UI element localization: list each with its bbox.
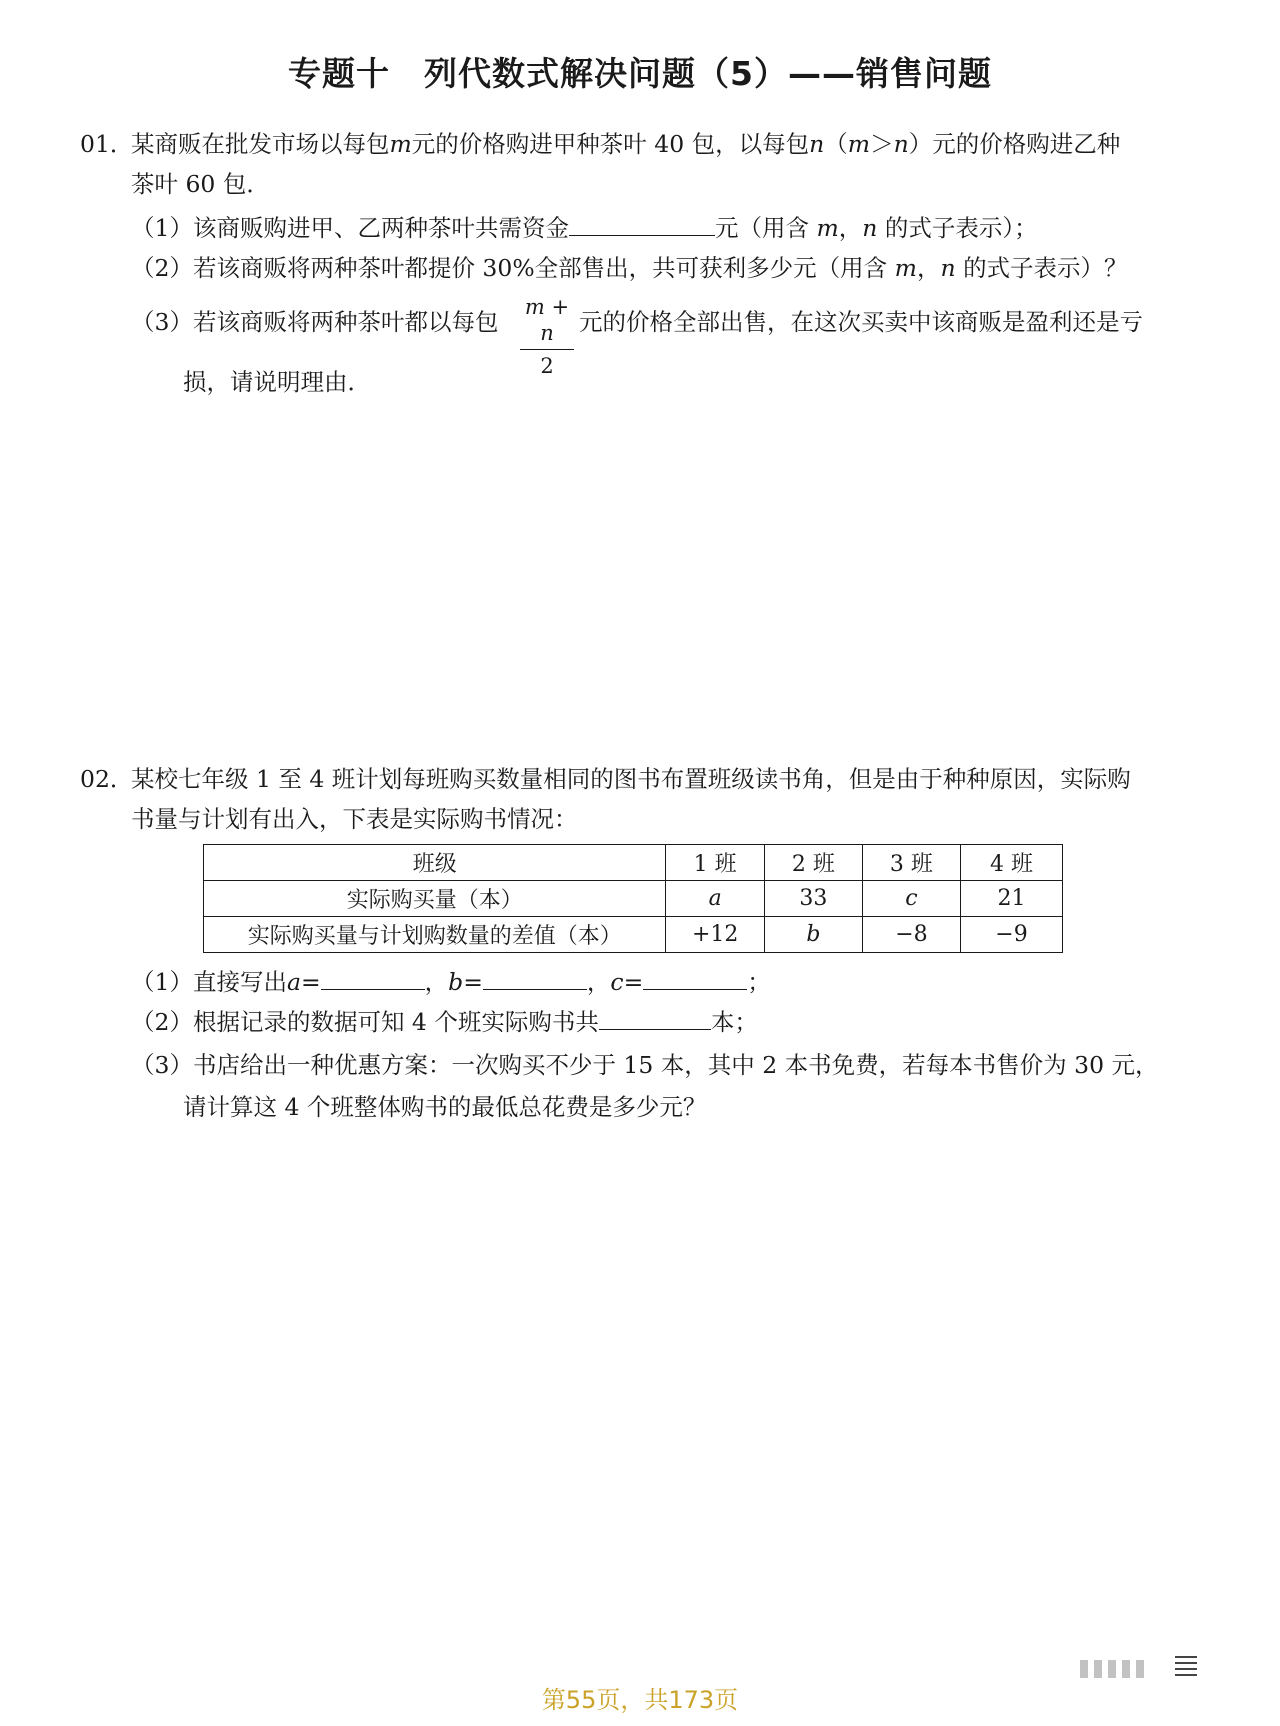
q2-part2-text: （2）根据记录的数据可知 4 个班实际购书共 xyxy=(131,1008,599,1036)
table-cell: 实际购买量与计划购数量的差值（本） xyxy=(204,917,666,953)
answer-blank-b[interactable] xyxy=(483,967,587,990)
q1-part1-text: （1）该商贩购进甲、乙两种茶叶共需资金 xyxy=(131,214,569,242)
fraction-bar xyxy=(520,349,574,350)
q2-part1-text: （1）直接写出 xyxy=(131,968,287,996)
fraction-denominator: 2 xyxy=(540,354,554,378)
table-row xyxy=(204,917,1063,953)
answer-blank-a[interactable] xyxy=(321,967,425,990)
question-1-part-3 xyxy=(131,306,498,338)
table-header-row xyxy=(204,845,1063,881)
var-b: b xyxy=(448,968,464,996)
question-2-stem-line2: 书量与计划有出入，下表是实际购书情况： xyxy=(131,805,578,833)
var-c: c xyxy=(610,968,624,996)
var-a: a xyxy=(286,968,301,996)
question-1-part-2 xyxy=(131,252,1128,284)
answer-blank-c[interactable] xyxy=(643,967,747,990)
table-cell: 33 xyxy=(764,881,862,917)
var-n: n xyxy=(940,254,956,282)
question-2-number: 02． xyxy=(80,765,134,793)
fraction-numerator: m + n xyxy=(524,295,570,345)
q1-part1-text: 的式子表示）； xyxy=(884,214,1038,242)
var-n: n xyxy=(809,130,825,158)
watermark-bars xyxy=(1080,1660,1170,1678)
q2-part2-text: 本； xyxy=(710,1008,758,1036)
table-cell: 21 xyxy=(960,881,1062,917)
var-m: m xyxy=(816,214,839,242)
question-2-part-2 xyxy=(131,1006,758,1038)
q1-part2-text: 的式子表示）？ xyxy=(963,254,1128,282)
var-m: m xyxy=(847,130,871,158)
separator: ， xyxy=(916,254,941,282)
question-2-stem-line1: 某校七年级 1 至 4 班计划每班购买数量相同的图书布置班级读书角，但是由于种种原因，实际购 xyxy=(131,765,1131,793)
greater-than-sign: ＞ xyxy=(870,130,894,158)
var-m: m xyxy=(389,130,412,158)
table-cell: +12 xyxy=(666,917,765,953)
question-1-stem xyxy=(131,128,1120,160)
question-1-part-3-cont: 元的价格全部出售，在这次买卖中该商贩是盈利还是亏 xyxy=(579,308,1143,336)
table-header-cell: 班级 xyxy=(204,845,666,881)
table-cell: −9 xyxy=(960,917,1062,953)
separator: ， xyxy=(586,968,611,996)
question-2-part-3-line2: 请计算这 4 个班整体购书的最低总花费是多少元？ xyxy=(183,1093,707,1121)
answer-blank-total[interactable] xyxy=(599,1007,711,1030)
purchase-table xyxy=(203,844,1063,953)
question-2-part-3-line1: （3）书店给出一种优惠方案：一次购买不少于 15 本，其中 2 本书免费，若每本书售价为 30 元， xyxy=(131,1051,1159,1079)
q1-stem-part: 元的价格购进甲种茶叶 40 包，以每包 xyxy=(411,130,810,158)
page-title: 专题十 列代数式解决问题（5）——销售问题 xyxy=(288,54,992,93)
var-n: n xyxy=(862,214,878,242)
equals-sign: = xyxy=(463,968,483,996)
q1-stem-part: （ xyxy=(824,130,848,158)
table-cell: c xyxy=(862,881,960,917)
question-1-part-1 xyxy=(131,212,1038,244)
table-row xyxy=(204,881,1063,917)
q1-stem-part: 某商贩在批发市场以每包 xyxy=(131,130,390,158)
page-footer: 第55页，共173页 xyxy=(541,1686,739,1714)
equals-sign: = xyxy=(300,968,321,996)
separator: ， xyxy=(838,214,863,242)
table-header-cell: 4 班 xyxy=(960,845,1062,881)
table-cell: 实际购买量（本） xyxy=(204,881,666,917)
table-header-cell: 1 班 xyxy=(666,845,765,881)
q1-part1-text: 元（用含 xyxy=(714,214,809,242)
question-2-part-1 xyxy=(131,966,771,998)
menu-icon[interactable] xyxy=(1175,1652,1197,1680)
var-m: m xyxy=(894,254,917,282)
table-header-cell: 2 班 xyxy=(764,845,862,881)
question-1-stem-line2: 茶叶 60 包． xyxy=(131,170,270,198)
var-n: n xyxy=(893,130,909,158)
answer-blank[interactable] xyxy=(569,213,715,236)
table-cell: a xyxy=(666,881,765,917)
q1-stem-part: ）元的价格购进乙种 xyxy=(908,130,1121,158)
q1-part2-text: （2）若该商贩将两种茶叶都提价 30%全部售出，共可获利多少元（用含 xyxy=(131,254,888,282)
table-cell: −8 xyxy=(862,917,960,953)
q1-part3-text: （3）若该商贩将两种茶叶都以每包 xyxy=(131,308,499,336)
question-1-number: 01． xyxy=(80,130,134,158)
equals-sign: = xyxy=(623,968,644,996)
table-header-cell: 3 班 xyxy=(862,845,960,881)
question-1-part-3-line2: 损，请说明理由． xyxy=(183,368,371,396)
fraction-m-plus-n-over-2 xyxy=(520,294,574,379)
separator: ； xyxy=(747,968,771,996)
table-cell: b xyxy=(764,917,862,953)
separator: ， xyxy=(424,968,449,996)
